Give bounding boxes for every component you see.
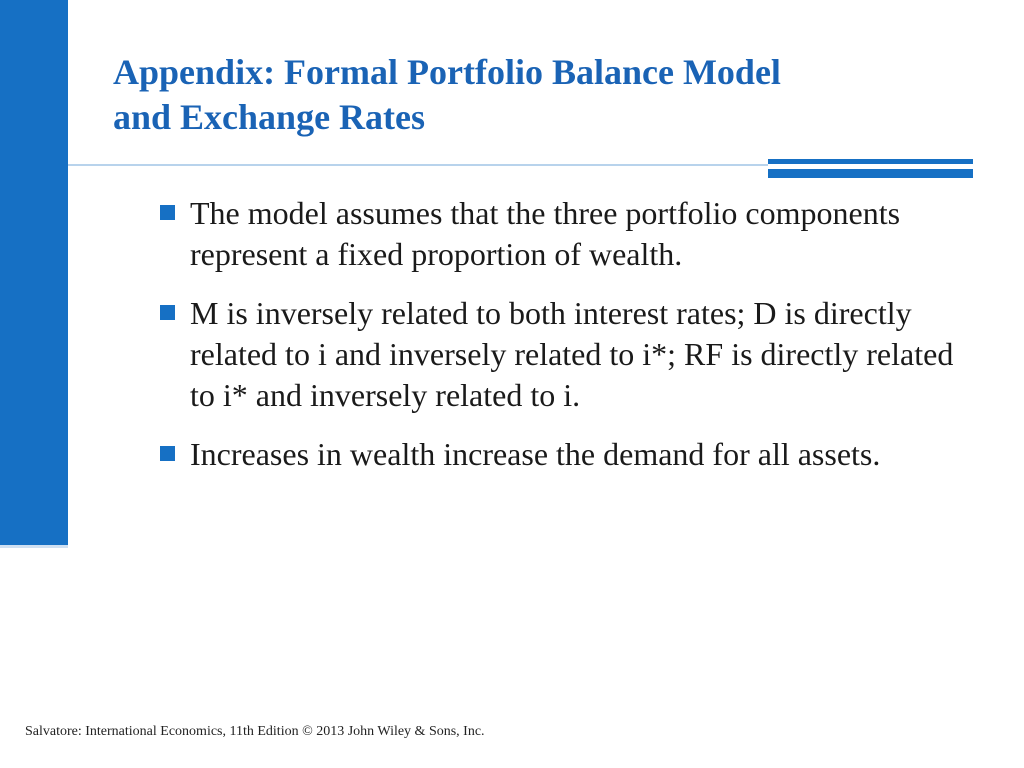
- bullet-list: [158, 193, 978, 493]
- accent-stripe-thin: [768, 159, 973, 164]
- title-accent-stripes: [768, 159, 973, 179]
- bullet-item: [158, 193, 978, 275]
- square-bullet-icon: [160, 205, 175, 220]
- left-accent-bar-shadow: [0, 545, 68, 548]
- slide-title: [113, 50, 973, 140]
- footer-copyright: Salvatore: International Economics, 11th Edition © 2013 John Wiley & Sons, Inc.: [25, 724, 485, 739]
- bullet-text: M is inversely related to both interest rates; D is directly related to i and inversely related to i*; RF is directly related to i* and inversely related to i.: [190, 295, 954, 413]
- slide-title-line-2: and Exchange Rates: [113, 97, 426, 137]
- bullet-item: [158, 434, 978, 475]
- bullet-text: Increases in wealth increase the demand for all assets.: [190, 436, 881, 472]
- title-divider: [68, 164, 768, 166]
- accent-stripe-thick: [768, 169, 973, 178]
- bullet-text: The model assumes that the three portfolio components represent a fixed proportion of wealth.: [190, 195, 901, 272]
- slide-title-line-1: Appendix: Formal Portfolio Balance Model: [113, 52, 781, 92]
- bullet-item: [158, 293, 978, 416]
- left-accent-bar: [0, 0, 68, 545]
- square-bullet-icon: [160, 446, 175, 461]
- square-bullet-icon: [160, 305, 175, 320]
